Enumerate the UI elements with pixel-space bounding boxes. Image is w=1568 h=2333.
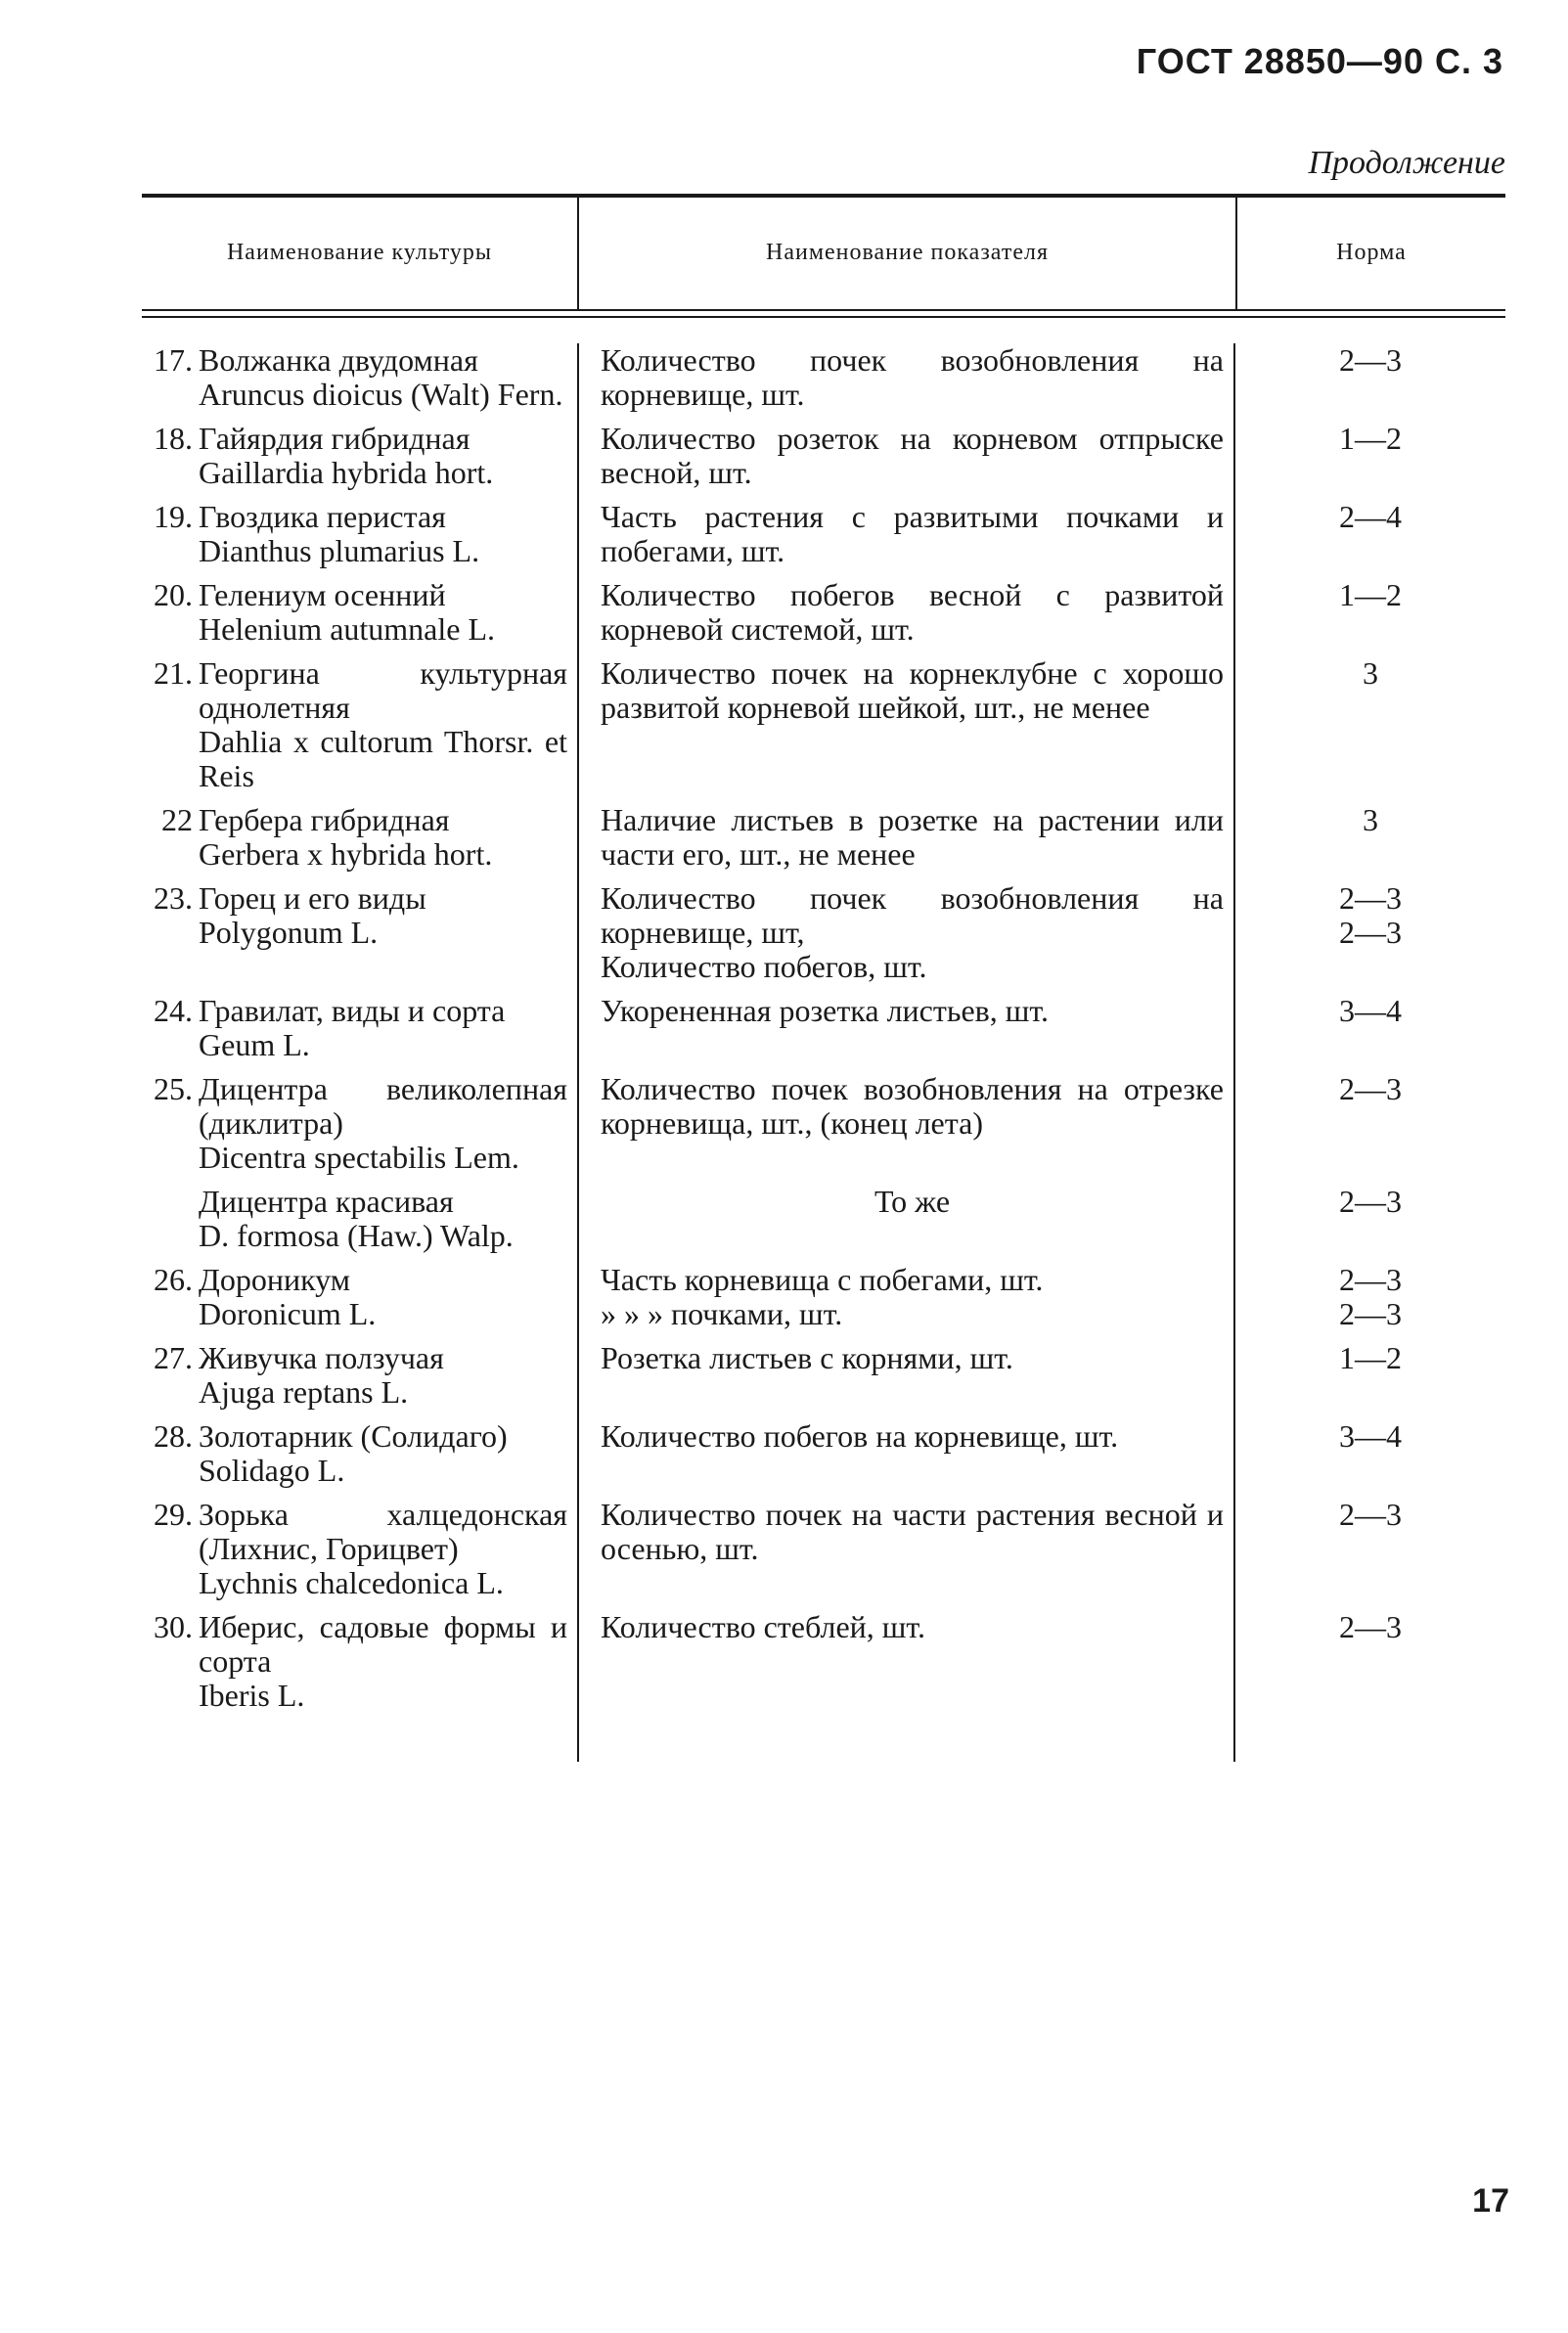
continuation-label: Продолжение [1308, 145, 1505, 181]
table-row-norm [1235, 1341, 1505, 1419]
norm-value: 2—3 [1339, 1184, 1402, 1219]
norm-value: 1—2 [1339, 421, 1402, 456]
norm-value: 2—3 [1339, 915, 1402, 950]
table-row-indicator [577, 422, 1235, 500]
table-row-culture [142, 1419, 577, 1498]
table-row-culture [142, 881, 577, 994]
table-row-culture [142, 422, 577, 500]
norm-value: 1—2 [1339, 577, 1402, 612]
culture-name: Иберис, садовые формы и сорта [199, 1609, 567, 1679]
indicator-text: Наличие листьев в розетке на растении или части его, шт., не менее [601, 802, 1224, 872]
table-row-indicator [577, 1419, 1235, 1498]
table-row-indicator [577, 803, 1235, 881]
indicator-text: Количество почек возобновления на корневище, шт, [601, 880, 1224, 950]
culture-latin-name: Dicentra spectabilis Lem. [199, 1140, 519, 1175]
indicator-text: Количество стеблей, шт. [601, 1609, 925, 1644]
table-row-norm [1235, 1185, 1505, 1263]
norm-value: 2—3 [1339, 342, 1402, 378]
culture-latin-name: Dahlia x cultorum Thorsr. et Reis [199, 724, 567, 793]
table-row-indicator [577, 578, 1235, 656]
culture-name: Гравилат, виды и сорта [199, 993, 506, 1028]
culture-latin-name: D. formosa (Haw.) Walp. [199, 1218, 514, 1253]
indicator-text: Розетка листьев с корнями, шт. [601, 1340, 1013, 1375]
norm-value: 3 [1363, 802, 1378, 837]
row-number: 28. [154, 1418, 193, 1454]
table-row-culture [142, 578, 577, 656]
culture-latin-name: Doronicum L. [199, 1296, 377, 1331]
norm-value: 1—2 [1339, 1340, 1402, 1375]
culture-name: Дицентра великолепная (диклитра) [199, 1071, 567, 1141]
row-number: 18. [154, 421, 193, 456]
culture-name: Живучка ползучая [199, 1340, 444, 1375]
culture-name: Волжанка двудомная [199, 342, 478, 378]
row-number: 26. [154, 1262, 193, 1297]
indicator-text: Количество розеток на корневом отпрыске весной, шт. [601, 421, 1224, 490]
table-row-norm [1235, 994, 1505, 1072]
norm-value: 2—3 [1339, 1609, 1402, 1644]
culture-name: Дороникум [199, 1262, 350, 1297]
indicator-text: Количество почек на корнеклубне с хорошо развитой корневой шейкой, шт., не менее [601, 655, 1224, 725]
row-number: 24. [154, 993, 193, 1028]
culture-latin-name: Helenium autumnale L. [199, 611, 496, 647]
table-row-culture [142, 1610, 577, 1723]
culture-name: Дицентра красивая [199, 1184, 454, 1219]
table-row-culture [142, 1185, 577, 1263]
culture-latin-name: Ajuga reptans L. [199, 1374, 409, 1410]
indicator-text: Укорененная розетка листьев, шт. [601, 993, 1049, 1028]
norm-value: 2—4 [1339, 499, 1402, 534]
row-number: 23. [154, 880, 193, 916]
indicator-text: Количество побегов весной с развитой корневой системой, шт. [601, 577, 1224, 647]
table-row-indicator [577, 1610, 1235, 1723]
table-row-norm [1235, 881, 1505, 994]
table-row-norm [1235, 422, 1505, 500]
table-row-norm [1235, 578, 1505, 656]
table-row-norm [1235, 1263, 1505, 1341]
row-number: 29. [154, 1497, 193, 1532]
table-header [142, 198, 1505, 309]
culture-latin-name: Aruncus dioicus (Walt) Fern. [199, 377, 563, 412]
culture-name: Золотарник (Солидаго) [199, 1418, 508, 1454]
norm-value: 2—3 [1339, 880, 1402, 916]
table-row-norm [1235, 1419, 1505, 1498]
table-row-indicator [577, 1341, 1235, 1419]
culture-name: Горец и его виды [199, 880, 426, 916]
row-number: 22 [161, 802, 193, 837]
culture-name: Гвоздика перистая [199, 499, 446, 534]
table-row-norm [1235, 656, 1505, 803]
table-row-culture [142, 656, 577, 803]
table-row-norm [1235, 1498, 1505, 1610]
norm-value: 3—4 [1339, 1418, 1402, 1454]
table-row-norm [1235, 1072, 1505, 1185]
indicator-text: Количество побегов, шт. [601, 949, 927, 984]
table-row-indicator [577, 500, 1235, 578]
indicator-text: Количество побегов на корневище, шт. [601, 1418, 1119, 1454]
table-row-indicator [577, 994, 1235, 1072]
table-row-indicator [577, 881, 1235, 994]
indicator-text: То же [874, 1184, 951, 1219]
culture-latin-name: Lychnis chalcedonica L. [199, 1565, 504, 1600]
table-row-norm [1235, 500, 1505, 578]
page-number: 17 [1472, 2182, 1509, 2220]
indicator-text: Количество почек возобновления на отрезке корневища, шт., (конец лета) [601, 1071, 1224, 1141]
table-row-culture [142, 343, 577, 422]
table-row-indicator [577, 1185, 1235, 1263]
row-number: 25. [154, 1071, 193, 1106]
row-number: 21. [154, 655, 193, 691]
culture-latin-name: Solidago L. [199, 1453, 345, 1488]
culture-name: Гелениум осенний [199, 577, 446, 612]
table-row-culture [142, 803, 577, 881]
norms-table [142, 194, 1505, 1762]
table-row-culture [142, 500, 577, 578]
culture-latin-name: Gerbera x hybrida hort. [199, 836, 493, 872]
column-rule-extension [577, 1723, 1235, 1762]
culture-latin-name: Polygonum L. [199, 915, 379, 950]
column-header-culture: Наименование культуры [226, 240, 493, 266]
table-body [142, 318, 1505, 1762]
indicator-text: Часть корневища с побегами, шт. [601, 1262, 1044, 1297]
norm-value: 3—4 [1339, 993, 1402, 1028]
table-row-indicator [577, 1263, 1235, 1341]
page-header: ГОСТ 28850—90 С. 3 [1136, 41, 1503, 81]
table-row-indicator [577, 1072, 1235, 1185]
table-row-norm [1235, 803, 1505, 881]
indicator-text: Количество почек на части растения весной и осенью, шт. [601, 1497, 1224, 1566]
culture-latin-name: Dianthus plumarius L. [199, 533, 480, 568]
table-row-indicator [577, 656, 1235, 803]
row-number: 17. [154, 342, 193, 378]
norm-value: 2—3 [1339, 1262, 1402, 1297]
column-header-indicator: Наименование показателя [577, 198, 1235, 309]
table-row-culture [142, 1341, 577, 1419]
culture-latin-name: Iberis L. [199, 1678, 305, 1713]
indicator-text: Часть растения с развитыми почками и побегами, шт. [601, 499, 1224, 568]
table-row-culture [142, 1072, 577, 1185]
indicator-text: Количество почек возобновления на корневище, шт. [601, 342, 1224, 412]
table-row-indicator [577, 343, 1235, 422]
column-header-norm: Норма [1235, 198, 1505, 309]
row-number [142, 1185, 199, 1253]
table-row-norm [1235, 343, 1505, 422]
table-row-norm [1235, 1610, 1505, 1723]
culture-name: Гайярдия гибридная [199, 421, 470, 456]
table-row-indicator [577, 1498, 1235, 1610]
row-number: 19. [154, 499, 193, 534]
table-row-culture [142, 1498, 577, 1610]
culture-latin-name: Gaillardia hybrida hort. [199, 455, 494, 490]
row-number: 30. [154, 1609, 193, 1644]
culture-latin-name: Geum L. [199, 1027, 310, 1062]
culture-name: Георгина культурная однолетняя [199, 655, 567, 725]
norm-value: 2—3 [1339, 1071, 1402, 1106]
row-number: 27. [154, 1340, 193, 1375]
culture-name: Гербера гибридная [199, 802, 450, 837]
table-row-culture [142, 1263, 577, 1341]
norm-value: 2—3 [1339, 1497, 1402, 1532]
table-row-culture [142, 994, 577, 1072]
norm-value: 3 [1363, 655, 1378, 691]
row-number: 20. [154, 577, 193, 612]
norm-value: 2—3 [1339, 1296, 1402, 1331]
indicator-text: » » » почками, шт. [601, 1296, 843, 1331]
culture-name: Зорька халцедонская (Лихнис, Горицвет) [199, 1497, 567, 1566]
